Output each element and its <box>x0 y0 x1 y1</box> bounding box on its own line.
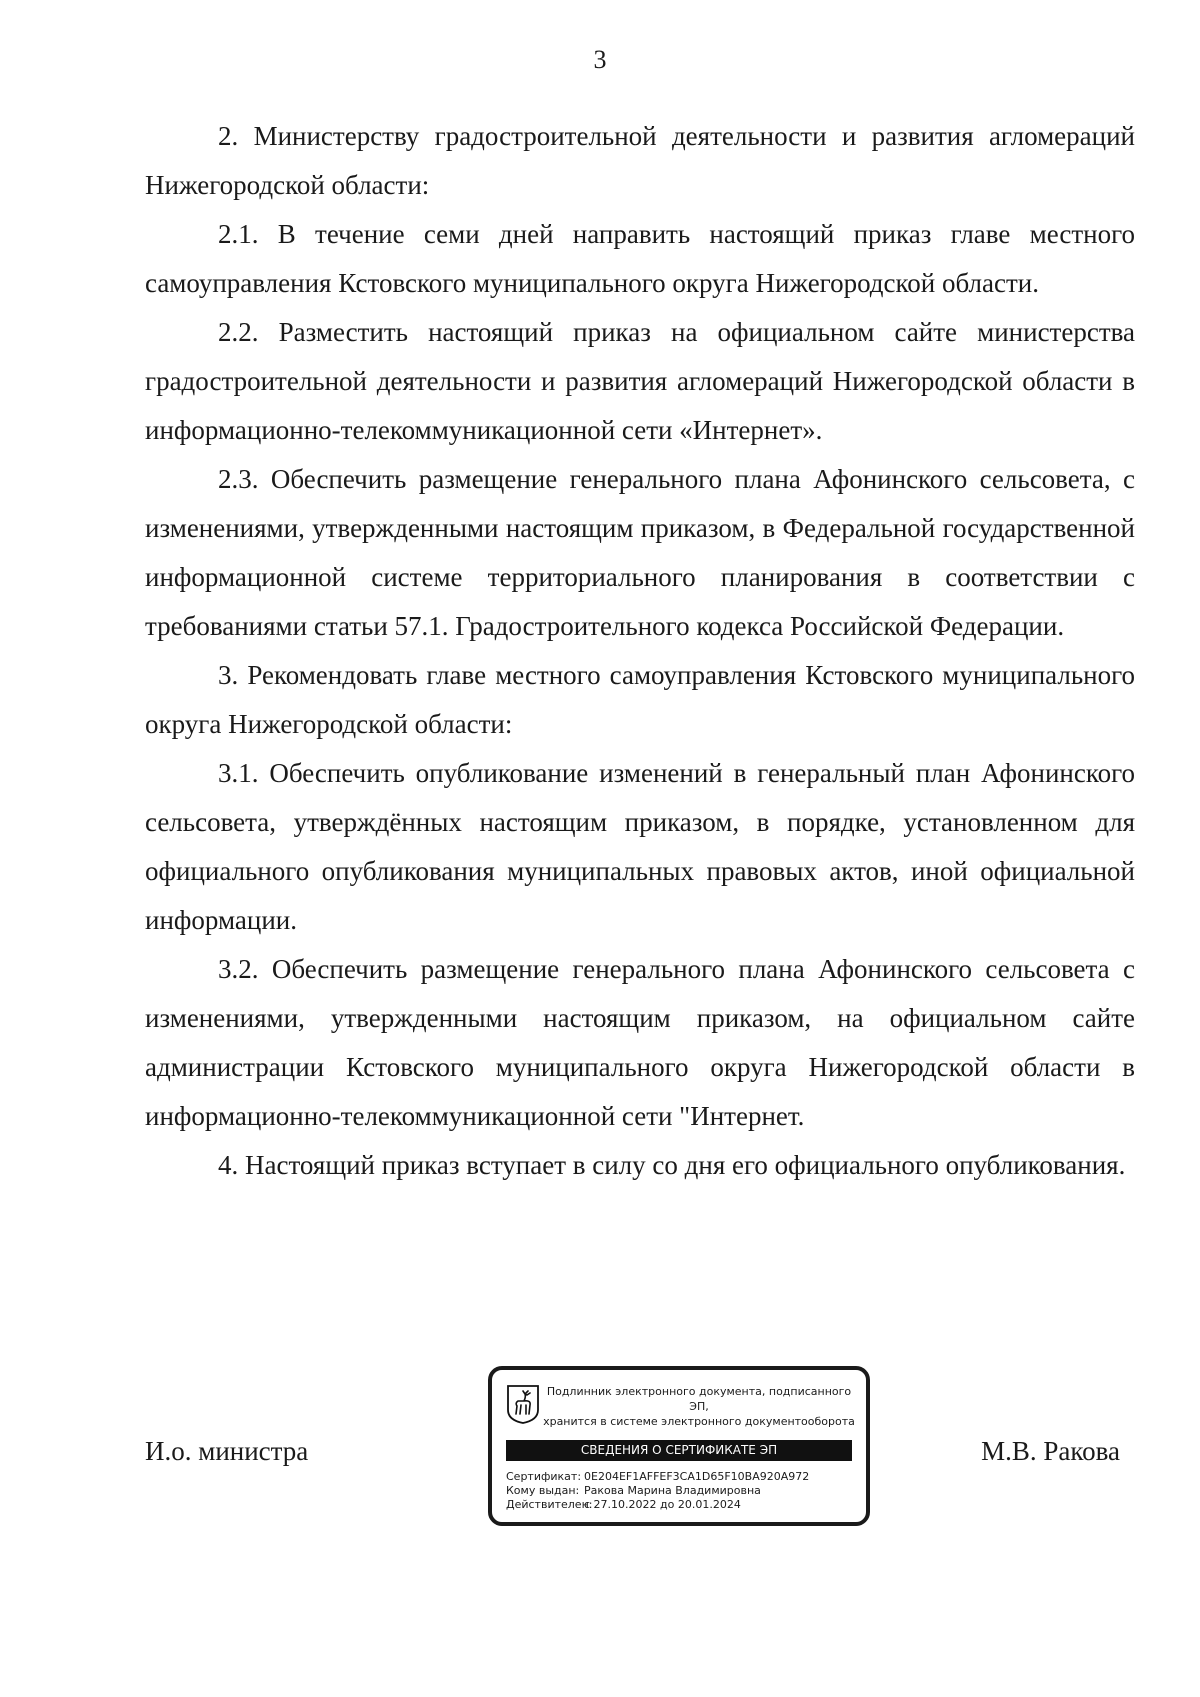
paragraph-4: 4. Настоящий приказ вступает в силу со дня его официального опубликования. <box>218 1150 1126 1180</box>
certificate-value: 0E204EF1AFFEF3CA1D65F10BA920A972 <box>584 1470 810 1483</box>
stamp-details <box>506 1470 809 1512</box>
certificate-row <box>506 1470 809 1484</box>
stamp-header-line: Подлинник электронного документа, подписанного ЭП, <box>546 1385 852 1413</box>
stamp-certificate-bar: СВЕДЕНИЯ О СЕРТИФИКАТЕ ЭП <box>506 1440 852 1461</box>
deer-coat-of-arms-icon <box>506 1384 540 1424</box>
electronic-signature-stamp <box>488 1366 870 1526</box>
document-body <box>145 112 1135 1190</box>
paragraph-3: 3. Рекомендовать главе местного самоуправления Кстовского муниципального округа Нижегородской области: <box>145 660 1135 739</box>
page-number: 3 <box>593 45 607 74</box>
signer-title: И.о. министра <box>145 1436 309 1466</box>
issued-to-value: Ракова Марина Владимировна <box>584 1484 761 1497</box>
certificate-label: Сертификат: <box>506 1470 582 1483</box>
paragraph-2-1: 2.1. В течение семи дней направить настоящий приказ главе местного самоуправления Кстовского муниципального округа Нижегородской области. <box>145 219 1135 298</box>
valid-row <box>506 1498 809 1512</box>
paragraph-2-2: 2.2. Разместить настоящий приказ на официальном сайте министерства градостроительной деятельности и развития агломераций Нижегородской области в информационно-телекоммуникационной сети «Интернет». <box>145 317 1135 445</box>
issued-to-row <box>506 1484 809 1498</box>
paragraph-2: 2. Министерству градостроительной деятельности и развития агломераций Нижегородской области: <box>145 121 1135 200</box>
valid-label: Действителен: <box>506 1498 593 1511</box>
paragraph-2-3: 2.3. Обеспечить размещение генерального плана Афонинского сельсовета, с изменениями, утвержденными настоящим приказом, в Федеральной государственной информационной системе территориального планирования в соответствии с требованиями статьи 57.1. Градостроительного кодекса Российской Федерации. <box>145 464 1135 641</box>
paragraph-3-2: 3.2. Обеспечить размещение генерального плана Афонинского сельсовета с изменениями, утвержденными настоящим приказом, на официальном сайте администрации Кстовского муниципального округа Нижегородской области в информационно-телекоммуникационной сети "Интернет. <box>145 954 1135 1131</box>
paragraph-3-1: 3.1. Обеспечить опубликование изменений в генеральный план Афонинского сельсовета, утверждённых настоящим приказом, в порядке, установленном для официального опубликования муниципальных правовых актов, иной официальной информации. <box>145 758 1135 935</box>
signer-name: М.В. Ракова <box>981 1436 1120 1466</box>
valid-value: с 27.10.2022 до 20.01.2024 <box>584 1498 741 1511</box>
stamp-header-line: хранится в системе электронного документооборота <box>543 1415 855 1428</box>
stamp-header <box>542 1384 856 1429</box>
issued-to-label: Кому выдан: <box>506 1484 580 1497</box>
